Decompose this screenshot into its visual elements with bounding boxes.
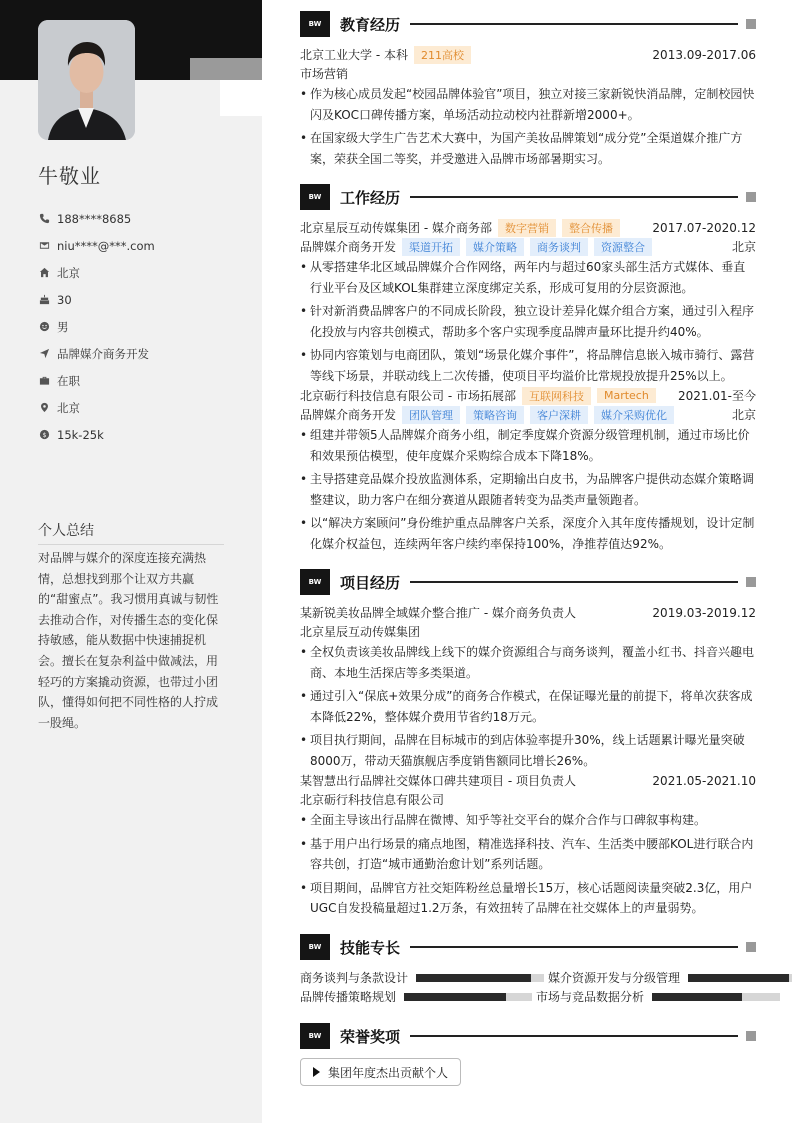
section-rule (410, 23, 738, 25)
decor-white-block (220, 80, 262, 116)
work-bullet: • 以“解决方案顾问”身份维护重点品牌客户关系，深度介入其年度传播规划，设计定制化媒介权益包，连续两年客户续约率保持100%，净推荐值达92%。 (300, 513, 756, 554)
work-bullet: • 从零搭建华北区域品牌媒介合作网络，两年内与超过60家头部生活方式媒体、垂直行业平台及区域KOL集群建立深度绑定关系，形成可复用的分层资源池。 (300, 257, 756, 298)
job-role: 品牌媒介商务开发 (300, 408, 397, 422)
projects-title: 项目经历 (340, 573, 401, 592)
section-rule (410, 946, 738, 948)
skill-tag: 媒介策略 (466, 238, 524, 256)
location-icon (38, 402, 50, 414)
industry-tag: 数字营销 (498, 219, 556, 237)
project-bullet: • 项目期间，品牌官方社交矩阵粉丝总量增长15万，核心话题阅读量突破2.3亿，用户UGC自发投稿量超过1.2万条，有效扭转了品牌在社交媒体上的声量弱势。 (300, 878, 756, 919)
education-major: 市场营销 (300, 67, 349, 81)
email-text: niu****@***.com (57, 238, 155, 253)
education-date: 2013.09-2017.06 (652, 47, 756, 62)
school-tag: 211高校 (414, 46, 471, 64)
work-city: 北京 (731, 240, 756, 254)
contact-info-list (38, 205, 253, 448)
target-city-text: 北京 (57, 400, 80, 415)
home-icon (38, 267, 50, 279)
project-bullet: • 基于用户出行场景的痛点地图，精准选择科技、汽车、生活类中腰部KOL进行联合内容共创，打造“城市通勤治愈计划”系列话题。 (300, 834, 756, 875)
section-rule (410, 1035, 738, 1037)
skill-item (548, 969, 792, 986)
section-rule (410, 196, 738, 198)
work-bullet: • 主导搭建竞品媒介投放监测体系，定期输出白皮书，为品牌客户提供动态媒介策略调整建议，助力客户在细分赛道从跟随者转变为品类声量领跑者。 (300, 469, 756, 510)
work-section-header (300, 184, 756, 210)
work-bullet: • 组建并带领5人品牌媒介商务小组，制定季度媒介资源分级管理机制，通过市场比价和效果预估模型，使年度媒介采购综合成本下降18%。 (300, 425, 756, 466)
industry-tag: Martech (597, 388, 656, 403)
skill-bar (652, 993, 780, 1001)
project-entry (300, 771, 756, 922)
skill-item (300, 969, 544, 986)
phone-icon (38, 213, 50, 225)
skill-label: 商务谈判与条款设计 (300, 971, 409, 985)
skill-bar-fill (404, 993, 506, 1001)
work-date: 2017.07-2020.12 (652, 220, 756, 235)
send-icon (38, 348, 50, 360)
info-salary (38, 421, 253, 448)
skill-label: 品牌传播策略规划 (300, 990, 397, 1004)
section-badge: BW (300, 184, 330, 210)
education-bullet: • 在国家级大学生广告艺术大赛中，为国产美妆品牌策划“成分党”全渠道媒介推广方案，荣获全国二等奖，并受邀进入品牌市场部暑期实习。 (300, 128, 756, 169)
project-org: 北京星辰互动传媒集团 (300, 625, 421, 639)
project-bullet: • 项目执行期间，品牌在目标城市的到店体验率提升30%，线上话题累计曝光量突破8000万，带动天猫旗舰店季度销售额同比增长26%。 (300, 730, 756, 771)
section-badge: BW (300, 1023, 330, 1049)
education-section-header (300, 11, 756, 37)
industry-tag: 互联网科技 (522, 387, 591, 405)
work-entry (300, 218, 756, 390)
section-square (746, 192, 756, 202)
play-triangle-icon (313, 1067, 320, 1077)
salary-icon (38, 429, 50, 441)
section-rule (410, 581, 738, 583)
section-badge: BW (300, 934, 330, 960)
skill-tag: 渠道开拓 (402, 238, 460, 256)
school-name: 北京工业大学 - 本科 (300, 48, 408, 62)
honor-item (300, 1058, 461, 1086)
section-square (746, 942, 756, 952)
phone-text: 188****8685 (57, 211, 132, 226)
status-text: 在职 (57, 373, 80, 388)
info-gender (38, 313, 253, 340)
work-date: 2021.01-至今 (678, 389, 756, 403)
section-square (746, 577, 756, 587)
work-entry (300, 386, 756, 558)
project-org: 北京砺行科技信息有限公司 (300, 793, 445, 807)
info-phone (38, 205, 253, 232)
section-badge: BW (300, 11, 330, 37)
decor-gray-block (190, 58, 262, 80)
info-email (38, 232, 253, 259)
job-role: 品牌媒介商务开发 (300, 240, 397, 254)
skill-bar (404, 993, 532, 1001)
industry-tag: 整合传播 (562, 219, 620, 237)
project-entry (300, 603, 756, 775)
avatar (38, 20, 135, 140)
project-date: 2019.03-2019.12 (652, 605, 756, 620)
summary-title: 个人总结 (38, 520, 224, 545)
company-name: 北京星辰互动传媒集团 - 媒介商务部 (300, 221, 492, 235)
cake-icon (38, 294, 50, 306)
project-bullet: • 通过引入“保底+效果分成”的商务合作模式，在保证曝光量的前提下，将单次获客成本降低22%，整体媒介费用节省约18万元。 (300, 686, 756, 727)
skill-tag: 资源整合 (594, 238, 652, 256)
company-name: 北京砺行科技信息有限公司 - 市场拓展部 (300, 389, 516, 403)
skill-tag: 团队管理 (402, 406, 460, 424)
skill-bar-fill (416, 974, 531, 982)
project-bullet: • 全权负责该美妆品牌线上线下的媒介资源组合与商务谈判，覆盖小红书、抖音兴趣电商、本地生活探店等多类渠道。 (300, 642, 756, 683)
project-bullet: • 全面主导该出行品牌在微博、知乎等社交平台的媒介合作与口碑叙事构建。 (300, 810, 756, 831)
residence-text: 北京 (57, 265, 80, 280)
skill-bar-fill (652, 993, 742, 1001)
salary-text: 15k-25k (57, 427, 104, 442)
skill-tag: 客户深耕 (530, 406, 588, 424)
skill-bar-fill (688, 974, 789, 982)
gender-icon (38, 321, 50, 333)
skill-item (536, 988, 780, 1005)
skills-title: 技能专长 (340, 938, 401, 957)
project-name: 某智慧出行品牌社交媒体口碑共建项目 - 项目负责人 (300, 774, 576, 788)
education-entry (300, 45, 756, 172)
sidebar (0, 0, 262, 1123)
skill-tag: 媒介采购优化 (594, 406, 674, 424)
section-badge: BW (300, 569, 330, 595)
work-bullet: • 协同内容策划与电商团队，策划“场景化媒介事件”，将品牌信息嵌入城市骑行、露营等线下场景，并联动线上二次传播，使项目平均溢价比常规投放提升25%以上。 (300, 345, 756, 386)
honor-text: 集团年度杰出贡献个人 (328, 1065, 449, 1080)
info-target-position (38, 340, 253, 367)
work-city: 北京 (731, 408, 756, 422)
education-bullet: • 作为核心成员发起“校园品牌体验官”项目，独立对接三家新锐快消品牌，定制校园快闪及KOC口碑传播方案，单场活动拉动校内社群新增2000+。 (300, 84, 756, 125)
candidate-name: 牛敬业 (38, 164, 101, 188)
gender-text: 男 (57, 319, 69, 334)
skill-tag: 商务谈判 (530, 238, 588, 256)
info-target-city (38, 394, 253, 421)
education-title: 教育经历 (340, 15, 401, 34)
info-residence (38, 259, 253, 286)
section-square (746, 19, 756, 29)
info-age (38, 286, 253, 313)
summary-text: 对品牌与媒介的深度连接充满热情，总想找到那个让双方共赢的“甜蜜点”。我习惯用真诚与韧性去推动合作，对传播生态的变化保持敏感，能从数据中快速捕捉机会。擅长在复杂利益中做减法，用轻巧的方案撬动资源，也带过小团队，懂得如何把不同性格的人拧成一股绳。 (38, 551, 219, 730)
projects-section-header (300, 569, 756, 595)
briefcase-icon (38, 375, 50, 387)
section-square (746, 1031, 756, 1041)
info-status (38, 367, 253, 394)
skill-label: 市场与竞品数据分析 (536, 990, 645, 1004)
skill-bar (688, 974, 792, 982)
mail-icon (38, 240, 50, 252)
skill-tag: 策略咨询 (466, 406, 524, 424)
skill-label: 媒介资源开发与分级管理 (548, 971, 681, 985)
project-name: 某新锐美妆品牌全域媒介整合推广 - 媒介商务负责人 (300, 606, 576, 620)
skill-item (300, 988, 532, 1005)
honors-section-header (300, 1023, 756, 1049)
honors-title: 荣誉奖项 (340, 1027, 401, 1046)
work-title: 工作经历 (340, 188, 401, 207)
skills-section-header (300, 934, 756, 960)
work-bullet: • 针对新消费品牌客户的不同成长阶段，独立设计差异化媒介组合方案，通过引入程序化投放与内容共创模式，帮助多个客户实现季度品牌声量环比提升约40%。 (300, 301, 756, 342)
skill-bar (416, 974, 544, 982)
target-position-text: 品牌媒介商务开发 (57, 346, 149, 361)
svg-text:$: $ (41, 430, 47, 439)
age-text: 30 (57, 292, 72, 307)
project-date: 2021.05-2021.10 (652, 773, 756, 788)
